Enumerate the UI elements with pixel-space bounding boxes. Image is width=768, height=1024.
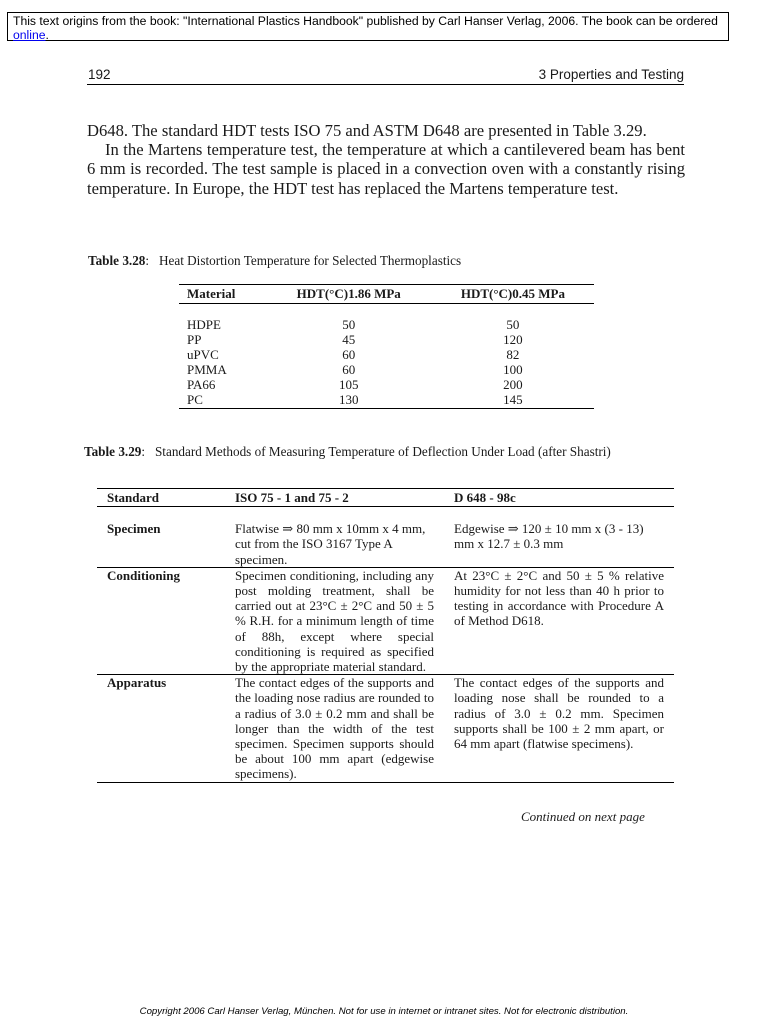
table-row-apparatus (97, 675, 674, 782)
caption-colon: : (145, 253, 150, 268)
table-label: Table 3.29 (84, 444, 142, 459)
table-label: Table 3.28 (88, 253, 146, 268)
astm-cell: At 23°C ± 2°C and 50 ± 5 % relative humidity for not less than 40 h prior to testing in accordance with Procedure A of Method D618. (444, 567, 674, 674)
table-row (179, 317, 594, 332)
table-header-row (97, 489, 674, 507)
header-hdt-045: HDT(°C)0.45 MPa (430, 285, 594, 304)
table-row (179, 392, 594, 409)
row-label: Apparatus (97, 675, 225, 782)
iso-cell: The contact edges of the supports and the loading nose radius are rounded to a radius of 3.0 ± 0.2 mm and shall be longer than the width of the test specimen. Specimen supports should be about 100 mm apart (edgewise specimens). (225, 675, 444, 782)
table-row (179, 347, 594, 362)
table-row-conditioning (97, 567, 674, 674)
running-head (87, 67, 684, 85)
value-cell: 45 (342, 332, 356, 347)
table-title: Heat Distortion Temperature for Selected Thermoplastics (158, 253, 462, 268)
page-number: 192 (88, 67, 111, 82)
material-cell: PA66 (187, 377, 216, 392)
astm-cell: Edgewise ⇒ 120 ± 10 mm x (3 - 13) mm x 12.7 ± 0.3 mm (444, 521, 674, 567)
table-row-specimen (97, 521, 674, 567)
value-cell: 60 (342, 362, 356, 377)
value-cell: 105 (339, 377, 359, 392)
row-label: Conditioning (97, 567, 225, 674)
source-notice-text: This text origins from the book: "International Plastics Handbook" published by Carl Hanser Verlag, 2006. The book can be ordered (13, 14, 718, 28)
continued-note: Continued on next page (521, 809, 645, 824)
copyright-footer: Copyright 2006 Carl Hanser Verlag, München. Not for use in internet or intranet sites. Not for electronic distribution. (139, 1006, 629, 1017)
value-cell: 200 (503, 377, 523, 392)
chapter-title: 3 Properties and Testing (538, 67, 684, 82)
table-row (179, 377, 594, 392)
source-notice-end: . (45, 27, 49, 42)
material-cell: HDPE (187, 317, 221, 332)
value-cell: 120 (503, 332, 523, 347)
body-text (87, 121, 685, 198)
source-notice (7, 12, 729, 41)
header-astm: D 648 - 98c (444, 489, 674, 507)
table-row (179, 332, 594, 347)
header-hdt-186: HDT(°C)1.86 MPa (266, 285, 430, 304)
table-3-29 (97, 488, 674, 783)
value-cell: 82 (506, 347, 520, 362)
material-cell: PP (187, 332, 202, 347)
header-standard: Standard (97, 489, 225, 507)
table-3-29-caption (84, 444, 684, 460)
paragraph-2: In the Martens temperature test, the temperature at which a cantilevered beam has bent 6 mm is recorded. The test sample is placed in a convection oven with a constantly rising temperature. In Europe, the HDT test has replaced the Martens temperature test. (87, 140, 685, 198)
caption-colon: : (141, 444, 146, 459)
row-label: Specimen (97, 521, 225, 567)
iso-cell: Flatwise ⇒ 80 mm x 10mm x 4 mm, cut from the ISO 3167 Type A specimen. (225, 521, 444, 567)
value-cell: 60 (342, 347, 356, 362)
table-3-28-caption (88, 253, 688, 269)
table-title: Standard Methods of Measuring Temperature of Deflection Under Load (after Shastri) (154, 444, 611, 459)
material-cell: PMMA (187, 362, 227, 377)
value-cell: 50 (506, 317, 520, 332)
order-online-link[interactable]: online (13, 27, 46, 42)
astm-cell: The contact edges of the supports and loading nose shall be rounded to a radius of 3.0 ± 0.2 mm. Specimen supports shall be 100 ± 2 mm apart, or 64 mm apart (flatwise specimens). (444, 675, 674, 782)
header-iso: ISO 75 - 1 and 75 - 2 (225, 489, 444, 507)
value-cell: 100 (503, 362, 523, 377)
value-cell: 145 (430, 392, 594, 409)
table-3-28 (179, 284, 594, 409)
value-cell: 130 (266, 392, 430, 409)
value-cell: 50 (342, 317, 356, 332)
table-row (179, 362, 594, 377)
table-header-row (179, 285, 594, 304)
iso-cell: Specimen conditioning, including any post molding treatment, shall be carried out at 23°C ± 2°C and 50 ± 5 % R.H. for a minimum length of time of 88h, except where special conditioning is required as specified by the appropriate material standard. (225, 567, 444, 674)
material-cell: PC (179, 392, 266, 409)
paragraph-1: D648. The standard HDT tests ISO 75 and ASTM D648 are presented in Table 3.29. (87, 121, 647, 140)
material-cell: uPVC (187, 347, 219, 362)
header-material: Material (179, 285, 266, 304)
